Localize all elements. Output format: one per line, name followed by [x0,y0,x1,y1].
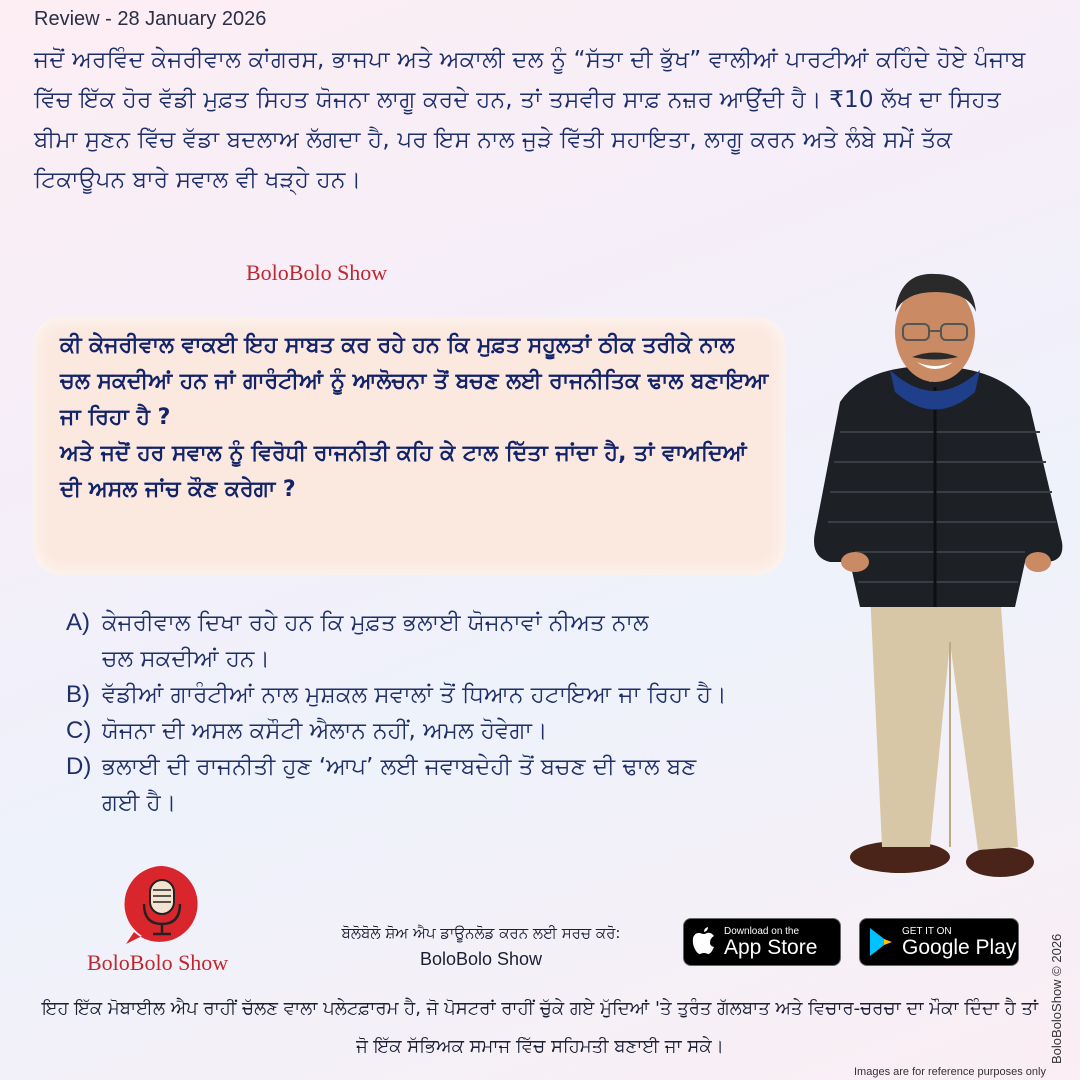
brand-logo-text: BoloBolo Show [87,950,229,975]
intro-paragraph: ਜਦੋਂ ਅਰਵਿੰਦ ਕੇਜਰੀਵਾਲ ਕਾਂਗਰਸ, ਭਾਜਪਾ ਅਤੇ ਅਕਾਲੀ ਦਲ ਨੂੰ “ਸੱਤਾ ਦੀ ਭੁੱਖ” ਵਾਲੀਆਂ ਪਾਰਟੀਆਂ ਕਹਿੰਦੇ ਹੋਏ ਪੰਜਾਬ ਵਿੱਚ ਇੱਕ ਹੋਰ ਵੱਡੀ ਮੁਫ਼ਤ ਸਿਹਤ ਯੋਜਨਾ ਲਾਗੂ ਕਰਦੇ ਹਨ, ਤਾਂ ਤਸਵੀਰ ਸਾਫ਼ ਨਜ਼ਰ ਆਉਂਦੀ ਹੈ। ₹10 ਲੱਖ ਦਾ ਸਿਹਤ ਬੀਮਾ ਸੁਣਨ ਵਿੱਚ ਵੱਡਾ ਬਦਲਾਅ ਲੱਗਦਾ ਹੈ, ਪਰ ਇਸ ਨਾਲ ਜੁੜੇ ਵਿੱਤੀ ਸਹਾਇਤਾ, ਲਾਗੂ ਕਰਨ ਅਤੇ ਲੰਬੇ ਸਮੇਂ ਤੱਕ ਟਿਕਾਊਪਨ ਬਾਰੇ ਸਵਾਲ ਵੀ ਖੜ੍ਹੇ ਹਨ। [34,47,1026,193]
platform-description: ਇਹ ਇੱਕ ਮੋਬਾਈਲ ਐਪ ਰਾਹੀਂ ਚੱਲਣ ਵਾਲਾ ਪਲੇਟਫ਼ਾਰਮ ਹੈ, ਜੋ ਪੋਸਟਰਾਂ ਰਾਹੀਂ ਚੁੱਕੇ ਗਏ ਮੁੱਦਿਆਂ 'ਤੇ ਤੁਰੰਤ ਗੱਲਬਾਤ ਅਤੇ ਵਿਚਾਰ-ਚਰਚਾ ਦਾ ਮੌਕਾ ਦਿੰਦਾ ਹੈ ਤਾਂ ਜੋ ਇੱਕ ਸੱਭਿਅਕ ਸਮਾਜ ਵਿੱਚ ਸਹਿਮਤੀ ਬਣਾਈ ਜਾ ਸਕੇ। [41,998,1039,1057]
download-instruction: ਬੋਲੋਬੋਲੋ ਸ਼ੋਅ ਐਪ ਡਾਊਨਲੋਡ ਕਰਨ ਲਈ ਸਰਚ ਕਰੋ: [341,924,621,942]
app-name: BoloBolo Show [419,949,543,969]
question-line-1: ਕੀ ਕੇਜਰੀਵਾਲ ਵਾਕਈ ਇਹ ਸਾਬਤ ਕਰ ਰਹੇ ਹਨ ਕਿ ਮੁਫ਼ਤ ਸਹੂਲਤਾਂ ਠੀਕ ਤਰੀਕੇ ਨਾਲ ਚਲ ਸਕਦੀਆਂ ਹਨ ਜਾਂ ਗਾਰੰਟੀਆਂ ਨੂੰ ਆਲੋਚਨਾ ਤੋਂ ਬਚਣ ਲਈ ਰਾਜਨੀਤਿਕ ਢਾਲ ਬਣਾਇਆ ਜਾ ਰਿਹਾ ਹੈ ? [60,333,769,430]
review-date: Review - 28 January 2026 [34,8,267,30]
option-a[interactable] [66,605,866,677]
option-text: ਕੇਜਰੀਵਾਲ ਦਿਖਾ ਰਹੇ ਹਨ ਕਿ ਮੁਫ਼ਤ ਭਲਾਈ ਯੋਜਨਾਵਾਂ ਨੀਅਤ ਨਾਲ ਚਲ ਸਕਦੀਆਂ ਹਨ। [102,610,649,672]
microphone-logo-icon [120,862,204,946]
option-letter: C) [66,717,92,744]
option-text: ਯੋਜਨਾ ਦੀ ਅਸਲ ਕਸੌਟੀ ਐਲਾਨ ਨਹੀਂ, ਅਮਲ ਹੋਵੇਗਾ। [102,718,548,744]
googleplay-big-text: Google Play [902,935,1017,959]
copyright-notice: BoloBoloShow © 2026 [1049,933,1064,1064]
brand-wordmark: BoloBolo Show [246,260,388,285]
option-letter: A) [66,609,90,636]
option-letter: D) [66,753,92,780]
question-text [60,328,770,508]
app-store-button[interactable] [683,918,841,966]
question-line-2: ਅਤੇ ਜਦੋਂ ਹਰ ਸਵਾਲ ਨੂੰ ਵਿਰੋਧੀ ਰਾਜਨੀਤੀ ਕਹਿ ਕੇ ਟਾਲ ਦਿੱਤਾ ਜਾਂਦਾ ਹੈ, ਤਾਂ ਵਾਅਦਿਆਂ ਦੀ ਅਸਲ ਜਾਂਚ ਕੌਣ ਕਰੇਗਾ ? [60,441,747,502]
politician-photo [800,262,1070,892]
download-cta [300,920,662,972]
option-d[interactable] [66,749,866,821]
googleplay-small-text: GET IT ON [902,925,952,937]
answer-options [66,605,866,821]
option-text: ਵੱਡੀਆਂ ਗਾਰੰਟੀਆਂ ਨਾਲ ਮੁਸ਼ਕਲ ਸਵਾਲਾਂ ਤੋਂ ਧਿਆਨ ਹਟਾਇਆ ਜਾ ਰਿਹਾ ਹੈ। [102,682,727,708]
appstore-small-text: Download on the [724,925,800,937]
appstore-big-text: App Store [724,935,818,959]
option-c[interactable] [66,713,866,749]
image-disclaimer: Images are for reference purposes only [854,1066,1046,1078]
option-text: ਭਲਾਈ ਦੀ ਰਾਜਨੀਤੀ ਹੁਣ ‘ਆਪ’ ਲਈ ਜਵਾਬਦੇਹੀ ਤੋਂ ਬਚਣ ਦੀ ਢਾਲ ਬਣ ਗਈ ਹੈ। [102,754,697,816]
google-play-icon [860,922,902,962]
option-b[interactable] [66,677,866,713]
option-letter: B) [66,681,90,708]
apple-icon [684,922,724,962]
google-play-button[interactable] [859,918,1019,966]
